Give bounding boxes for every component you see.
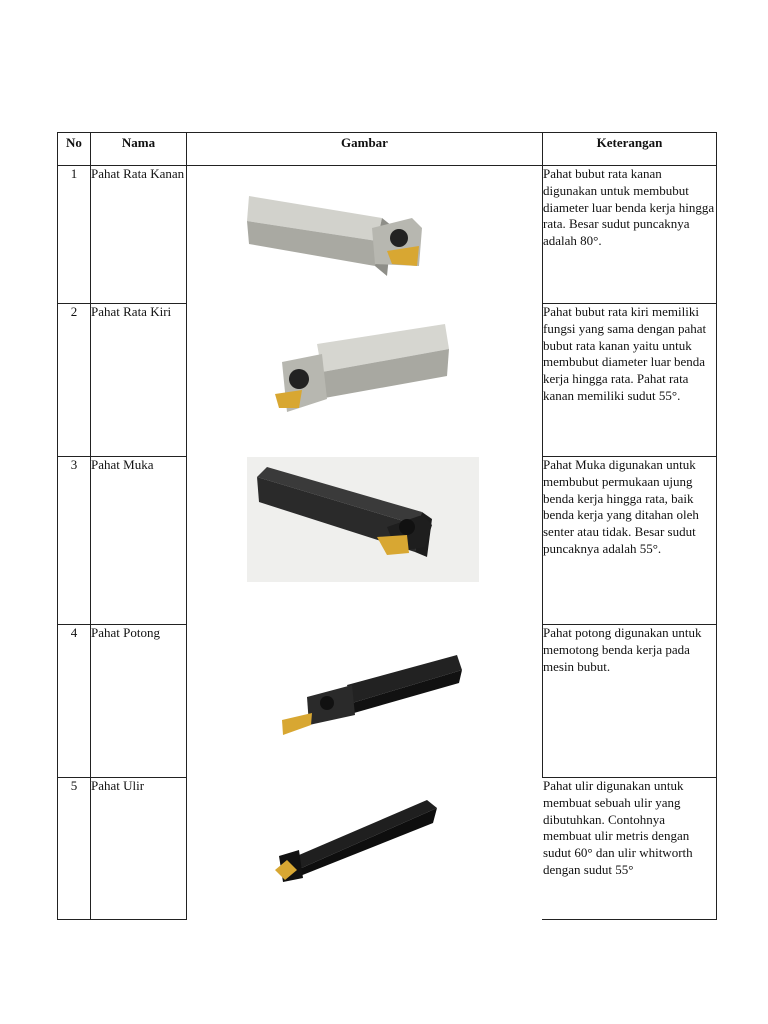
table-row (58, 304, 717, 457)
tool-description: Pahat bubut rata kiri memiliki fungsi yang sama dengan pahat bubut rata kanan yaitu untuk membubut diameter luar benda kerja hingga rata. Pahat rata kanan memiliki sudut 55°. (543, 304, 717, 457)
table-header-row (58, 133, 717, 166)
tool-description: Pahat Muka digunakan untuk membubut permukaan ujung benda kerja hingga rata, baik benda kerja yang ditahan oleh senter atau tidak. Besar sudut puncaknya adalah 55°. (543, 457, 717, 625)
tool-name: Pahat Ulir (91, 778, 187, 920)
threading-tool-icon (187, 778, 543, 919)
header-keterangan: Keterangan (543, 133, 717, 166)
tool-description: Pahat ulir digunakan untuk membuat sebuah ulir yang dibutuhkan. Contohnya membuat ulir metris dengan sudut 60° dan ulir whitworth dengan sudut 55° (543, 778, 717, 920)
header-no: No (58, 133, 91, 166)
facing-tool-icon (247, 457, 479, 582)
tool-description: Pahat bubut rata kanan digunakan untuk membubut diameter luar benda kerja hingga rata. Besar sudut puncaknya adalah 80°. (543, 166, 717, 304)
row-number: 2 (58, 304, 91, 457)
tool-name: Pahat Rata Kanan (91, 166, 187, 304)
tool-image-cell (187, 778, 543, 920)
tool-name: Pahat Muka (91, 457, 187, 625)
row-number: 5 (58, 778, 91, 920)
table-row (58, 625, 717, 778)
table-row (58, 457, 717, 625)
tool-image-cell (187, 625, 543, 778)
header-gambar: Gambar (187, 133, 543, 166)
tool-image-cell (187, 457, 543, 625)
tool-image-cell (187, 304, 543, 457)
row-number: 3 (58, 457, 91, 625)
table-row (58, 166, 717, 304)
tool-name: Pahat Rata Kiri (91, 304, 187, 457)
right-turning-tool-icon (187, 166, 497, 303)
tool-description: Pahat potong digunakan untuk memotong benda kerja pada mesin bubut. (543, 625, 717, 778)
parting-tool-icon (187, 625, 497, 777)
tool-name: Pahat Potong (91, 625, 187, 778)
header-nama: Nama (91, 133, 187, 166)
left-turning-tool-icon (187, 304, 497, 456)
tool-image-cell (187, 166, 543, 304)
table-row (58, 778, 717, 920)
row-number: 4 (58, 625, 91, 778)
row-number: 1 (58, 166, 91, 304)
tools-table (57, 132, 717, 920)
